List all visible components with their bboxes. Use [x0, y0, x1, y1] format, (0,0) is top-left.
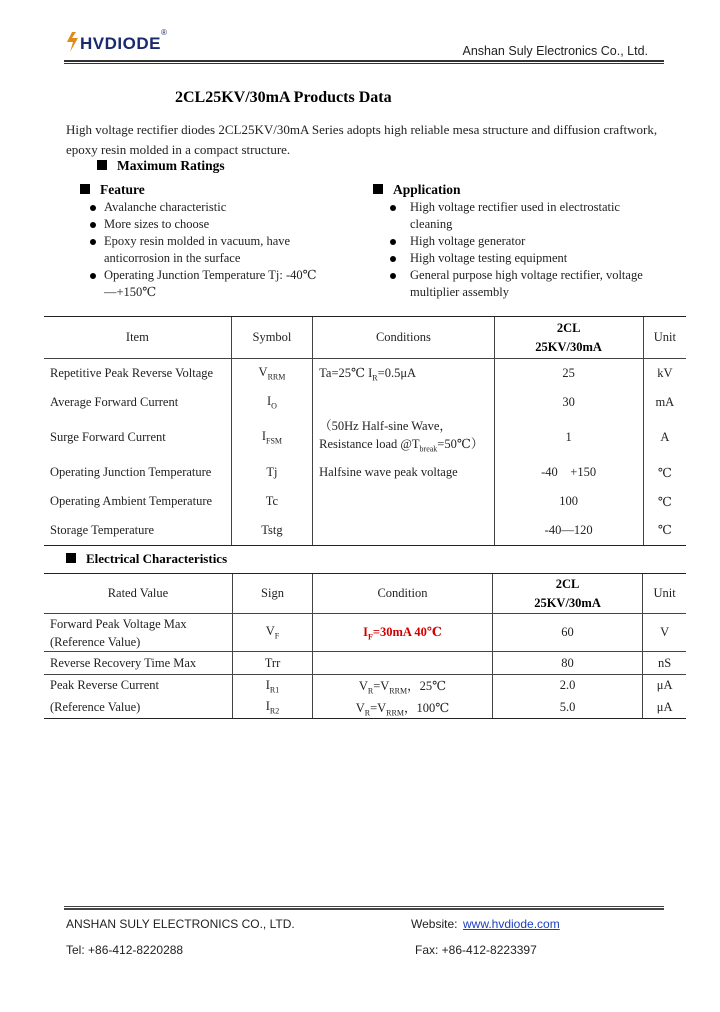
row-unit: V — [643, 614, 686, 652]
row-condition: Halfsine wave peak voltage — [313, 458, 494, 487]
table-row — [44, 675, 686, 697]
square-bullet-icon — [97, 160, 107, 170]
table-row — [44, 417, 686, 459]
table-row — [44, 388, 686, 417]
row-symbol: $V_F$ — [232, 614, 312, 652]
row-condition — [313, 516, 494, 545]
header-unit: Unit — [643, 574, 686, 614]
header-rule — [64, 60, 664, 66]
row-condition — [313, 652, 493, 675]
table-row — [44, 458, 686, 487]
row-unit: nS — [643, 652, 686, 675]
max-ratings-heading: Maximum Ratings — [97, 158, 225, 174]
row-unit: ℃ — [643, 516, 686, 545]
row-condition — [313, 388, 494, 417]
row-item: Forward Peak Voltage Max (Reference Value) — [44, 614, 232, 652]
application-list — [386, 199, 656, 301]
row-symbol: Tc — [231, 487, 312, 516]
bullet-icon — [90, 239, 96, 245]
table-row — [44, 614, 686, 652]
table-header-row — [44, 317, 686, 359]
row-value: 80 — [492, 652, 643, 675]
bullet-icon — [390, 256, 396, 262]
row-symbol: $I_O$ — [231, 388, 312, 417]
header-unit: Unit — [643, 317, 686, 359]
row-symbol: Tj — [231, 458, 312, 487]
logo-registered-mark: ® — [161, 28, 167, 37]
row-unit: mA — [643, 388, 686, 417]
row-condition: （50Hz Half-sine Wave，Resistance load $@T_{break}=50℃$） — [313, 417, 494, 459]
row-symbol: Tstg — [231, 516, 312, 545]
footer-rule — [64, 906, 664, 912]
row-value: 30 — [494, 388, 643, 417]
feature-list — [90, 199, 320, 301]
square-bullet-icon — [66, 553, 76, 563]
header-sign: Sign — [232, 574, 312, 614]
row-value: 100 — [494, 487, 643, 516]
row-symbol: $I_{FSM}$ — [231, 417, 312, 459]
company-header: Anshan Suly Electronics Co., Ltd. — [462, 44, 648, 58]
row-condition: $V_R=V_{RRM}$，100℃ — [313, 697, 493, 719]
row-condition — [313, 487, 494, 516]
table-row — [44, 359, 686, 388]
footer-company: ANSHAN SULY ELECTRONICS CO., LTD. — [66, 917, 295, 931]
row-item: Operating Ambient Temperature — [50, 494, 213, 508]
header-conditions: Conditions — [313, 317, 494, 359]
row-value: 2.0 — [492, 675, 643, 697]
row-item: Surge Forward Current — [50, 429, 166, 444]
row-condition: $I_F=30mA$ 40℃ — [313, 614, 493, 652]
table-row — [44, 487, 686, 516]
square-bullet-icon — [80, 184, 90, 194]
feature-heading: Feature — [80, 182, 145, 198]
list-item: Avalanche characteristic — [90, 199, 320, 216]
footer-website-label: Website: — [411, 917, 458, 931]
row-item: (Reference Value) — [44, 697, 232, 719]
header-rated-value: Rated Value — [44, 574, 232, 614]
row-symbol: $I_{R2}$ — [232, 697, 312, 719]
row-condition: Ta=25℃ $I_R=0.5\mu A$ — [313, 359, 494, 388]
header-symbol: Symbol — [231, 317, 312, 359]
list-item: Epoxy resin molded in vacuum, have anticorrosion in the surface — [90, 233, 320, 267]
row-value: 60 — [492, 614, 643, 652]
row-item: Peak Reverse Current — [50, 678, 159, 693]
bullet-icon — [90, 222, 96, 228]
header-condition: Condition — [313, 574, 493, 614]
list-item: High voltage generator — [386, 233, 656, 250]
row-condition: $V_R=V_{RRM}$，25℃ — [313, 675, 493, 697]
row-symbol: $V_{RRM}$ — [231, 359, 312, 388]
row-unit: ℃ — [643, 458, 686, 487]
row-item: Reverse Recovery Time Max — [44, 652, 232, 675]
page-title: 2CL25KV/30mA Products Data — [175, 89, 392, 106]
row-value: 25 — [494, 359, 643, 388]
application-heading: Application — [373, 182, 461, 198]
list-item: High voltage testing equipment — [386, 250, 656, 267]
row-symbol: $I_{R1}$ — [232, 675, 312, 697]
bullet-icon — [390, 239, 396, 245]
list-item: General purpose high voltage rectifier, voltage multiplier assembly — [386, 267, 656, 301]
row-value: 1 — [494, 417, 643, 459]
row-unit: μA — [643, 697, 686, 719]
logo-text: HVDIODE — [80, 34, 161, 53]
electrical-heading: Electrical Characteristics — [66, 551, 227, 567]
row-unit: μA — [643, 675, 686, 697]
table-row — [44, 516, 686, 545]
list-item: High voltage rectifier used in electrostatic cleaning — [386, 199, 656, 233]
header-item: Item — [44, 317, 231, 359]
header-model: 2CL 25KV/30mA — [494, 317, 643, 359]
row-item: Repetitive Peak Reverse Voltage — [50, 365, 214, 380]
row-item: Average Forward Current — [50, 394, 179, 409]
footer-fax: Fax: +86-412-8223397 — [415, 943, 537, 957]
table-row — [44, 652, 686, 675]
row-value: -40 +150 — [494, 458, 643, 487]
bullet-icon — [90, 205, 96, 211]
footer-tel: Tel: +86-412-8220288 — [66, 943, 184, 957]
row-item: Operating Junction Temperature — [50, 465, 212, 479]
row-unit: kV — [643, 359, 686, 388]
square-bullet-icon — [373, 184, 383, 194]
intro-paragraph: High voltage rectifier diodes 2CL25KV/30mA Series adopts high reliable mesa structure and diffusion craftwork, epoxy resin molded in a compact structure. — [66, 122, 658, 157]
header-model: 2CL 25KV/30mA — [492, 574, 643, 614]
row-unit: A — [643, 417, 686, 459]
footer-website-link[interactable]: www.hvdiode.com — [463, 917, 560, 931]
row-unit: ℃ — [643, 487, 686, 516]
row-symbol: Trr — [232, 652, 312, 675]
electrical-table — [44, 573, 686, 719]
row-value: 5.0 — [492, 697, 643, 719]
row-item: Storage Temperature — [44, 516, 231, 545]
list-item: More sizes to choose — [90, 216, 320, 233]
max-ratings-table — [44, 316, 686, 546]
bullet-icon — [390, 273, 396, 279]
bullet-icon — [390, 205, 396, 211]
table-header-row — [44, 574, 686, 614]
bullet-icon — [90, 273, 96, 279]
list-item: Operating Junction Temperature Tj: -40℃—+150℃ — [90, 267, 320, 301]
row-value: -40—120 — [494, 516, 643, 545]
table-row — [44, 697, 686, 719]
